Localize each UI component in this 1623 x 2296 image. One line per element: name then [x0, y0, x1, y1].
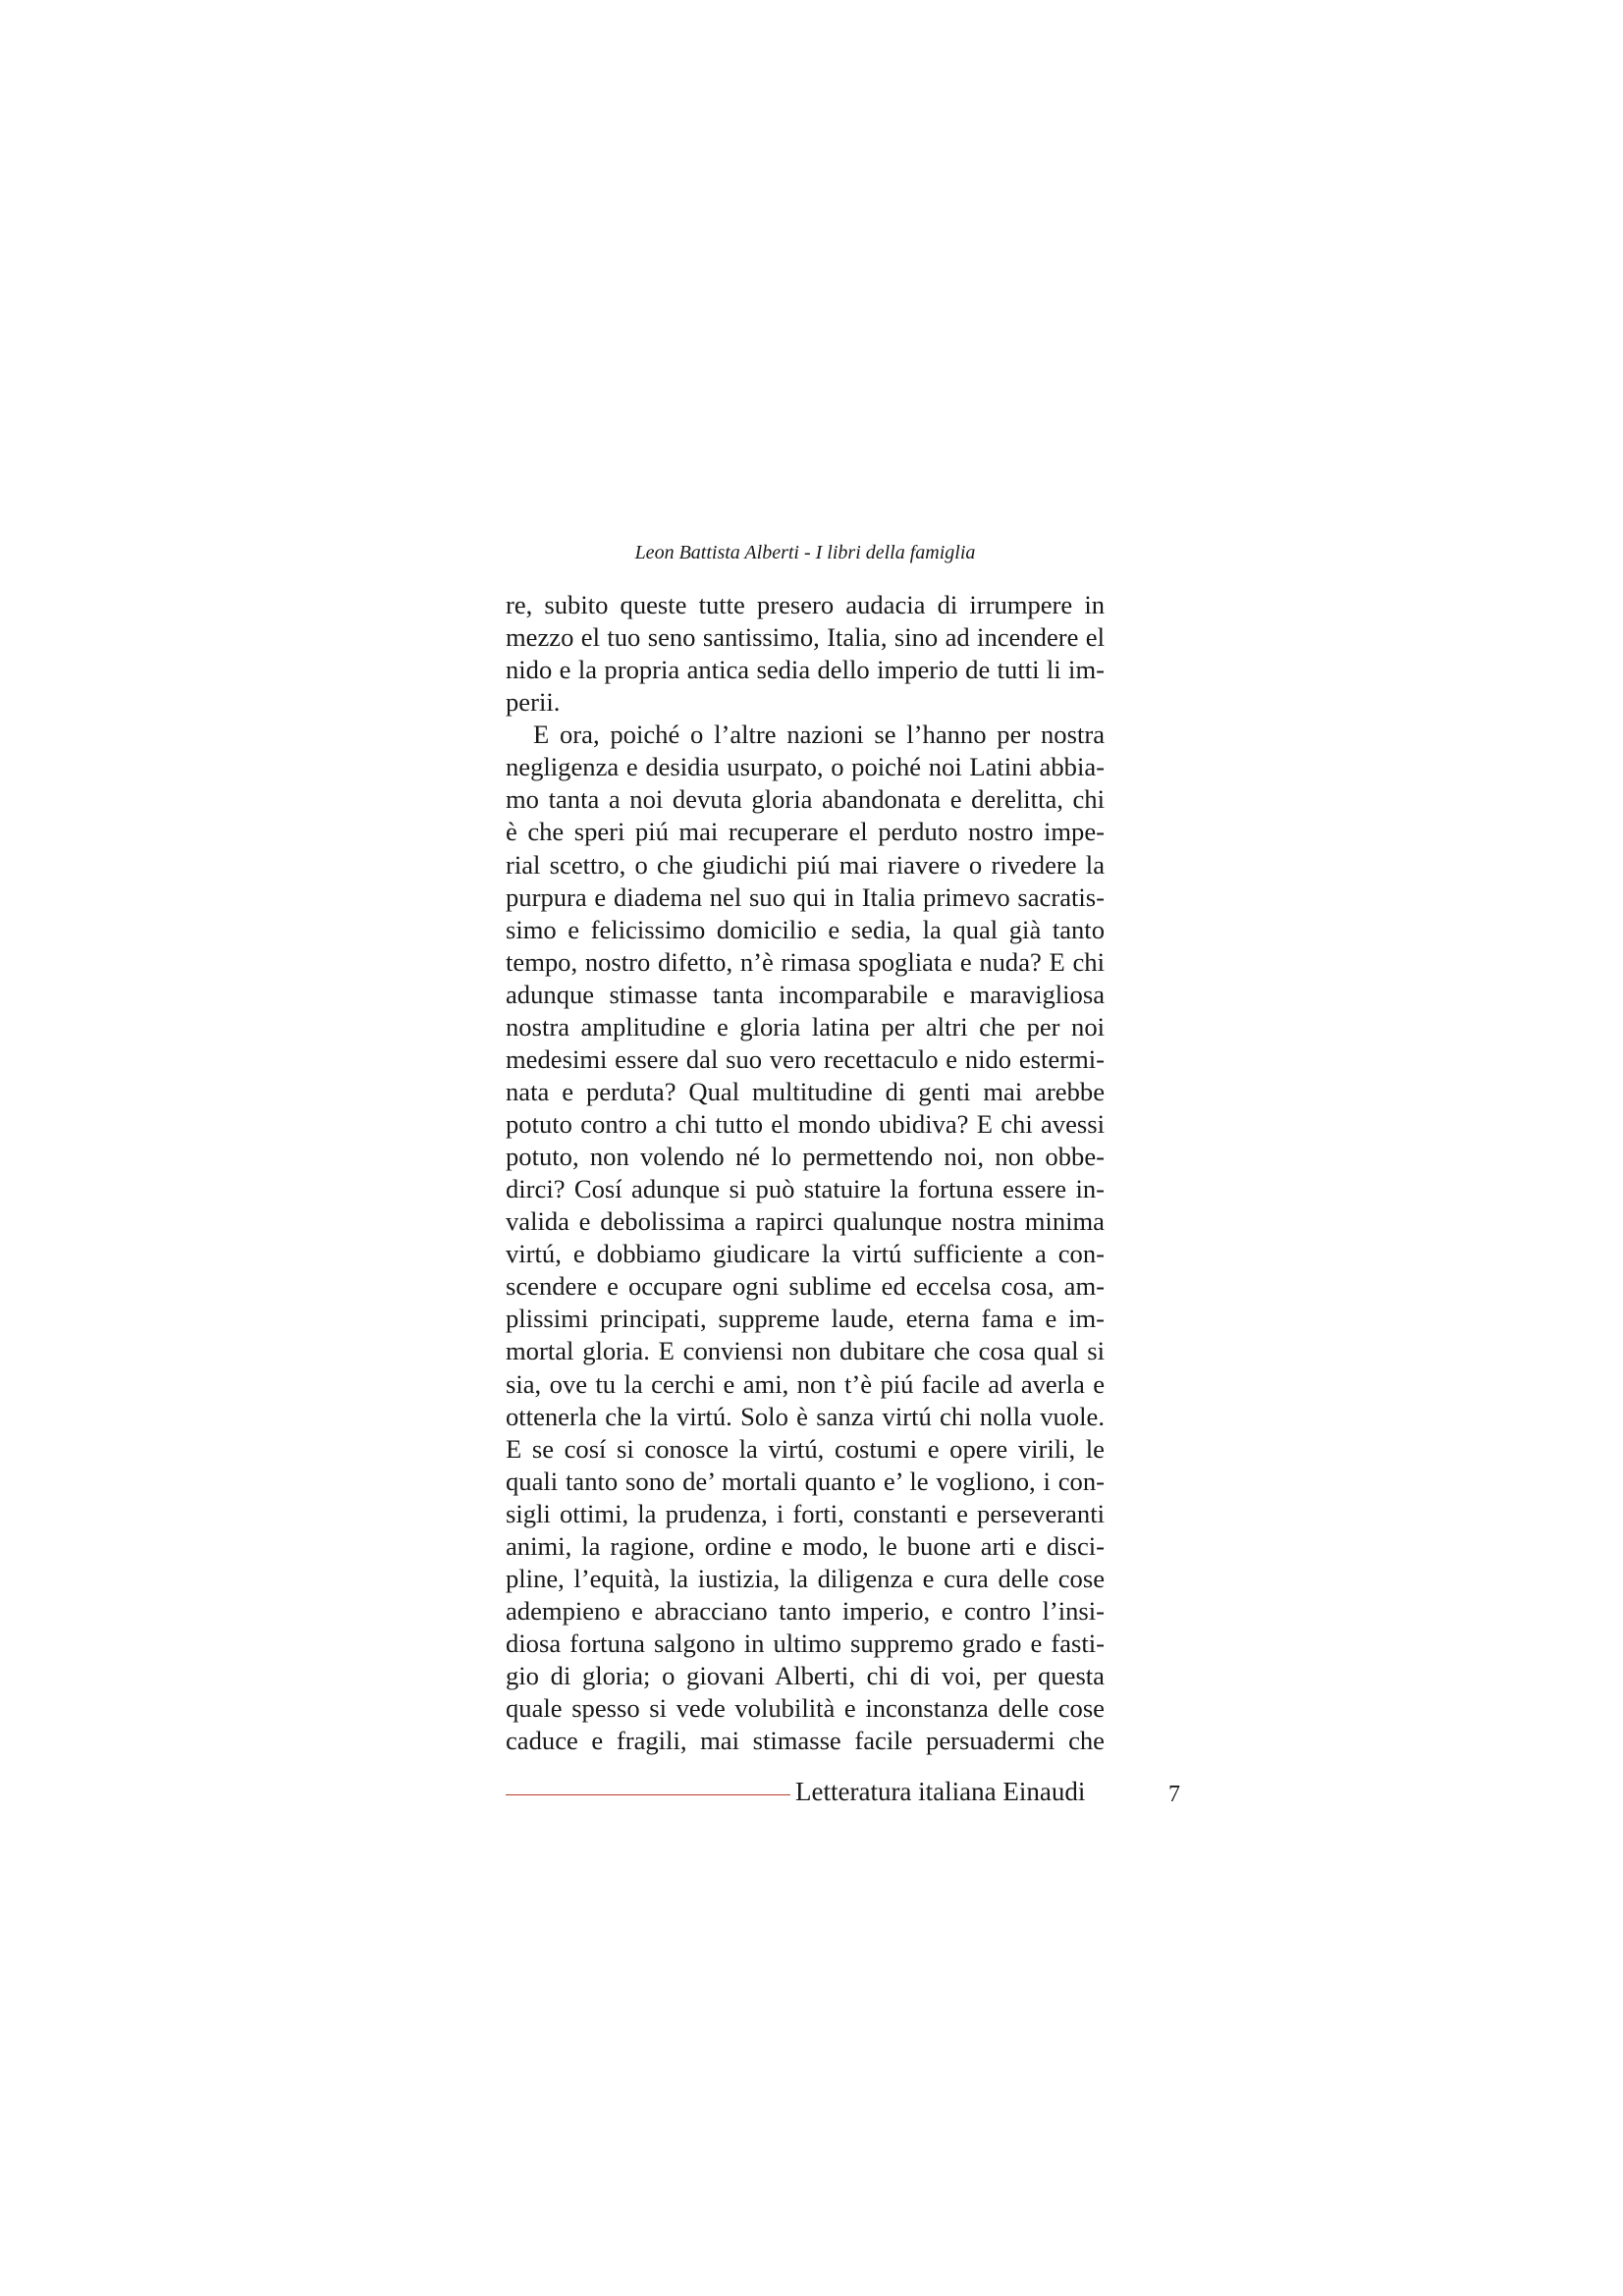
text-line: adunque stimasse tanta incomparabile e maravigliosa	[506, 979, 1105, 1009]
text-line: nido e la propria antica sedia dello imperio de tutti li im-	[506, 655, 1105, 685]
text-line: adempieno e abracciano tanto imperio, e contro l’insi-	[506, 1595, 1105, 1626]
text-line: re, subito queste tutte presero audacia di irrumpere in	[506, 590, 1105, 619]
text-line: negligenza e desidia usurpato, o poiché noi Latini abbia-	[506, 752, 1105, 782]
text-line: purpura e diadema nel suo qui in Italia primevo sacratis-	[506, 881, 1105, 912]
footer-publisher: Letteratura italiana Einaudi	[795, 1777, 1086, 1806]
page-number: 7	[1168, 1782, 1180, 1807]
text-line: rial scettro, o che giudichi piú mai riavere o rivedere la	[506, 849, 1105, 880]
text-line: tempo, nostro difetto, n’è rimasa spogliata e nuda? E chi	[506, 946, 1105, 977]
text-line: dirci? Cosí adunque si può statuire la fortuna essere in-	[506, 1174, 1105, 1204]
text-line: scendere e occupare ogni sublime ed eccelsa cosa, am-	[506, 1271, 1105, 1302]
text-line: caduce e fragili, mai stimasse facile persuadermi che	[506, 1726, 1105, 1756]
text-line: plissimi principati, suppreme laude, eterna fama e im-	[506, 1304, 1105, 1334]
text-line: diosa fortuna salgono in ultimo suppremo grado e fasti-	[506, 1629, 1105, 1658]
text-line: animi, la ragione, ordine e modo, le buone arti e disci-	[506, 1530, 1105, 1561]
text-line: virtú, e dobbiamo giudicare la virtú sufficiente a con-	[506, 1239, 1105, 1269]
text-line: nostra amplitudine e gloria latina per altri che per noi	[506, 1011, 1105, 1041]
text-line: gio di gloria; o giovani Alberti, chi di voi, per questa	[506, 1661, 1105, 1691]
text-line: mezzo el tuo seno santissimo, Italia, sino ad incendere el	[506, 622, 1105, 653]
running-header: Leon Battista Alberti - I libri della famiglia	[634, 542, 976, 563]
text-line: perii.	[506, 687, 561, 718]
body-text	[506, 589, 1105, 1757]
footer-rule	[506, 1794, 790, 1795]
text-line: quale spesso si vede volubilità e inconstanza delle cose	[506, 1693, 1105, 1724]
text-line: mortal gloria. E conviensi non dubitare che cosa qual si	[506, 1336, 1105, 1366]
text-line: sia, ove tu la cerchi e ami, non t’è piú facile ad averla e	[506, 1368, 1105, 1399]
text-line: simo e felicissimo domicilio e sedia, la qual già tanto	[506, 914, 1105, 944]
text-line: nata e perduta? Qual multitudine di genti mai arebbe	[506, 1076, 1105, 1106]
text-line: ottenerla che la virtú. Solo è sanza virtú chi nolla vuole.	[506, 1401, 1105, 1431]
paragraph-first-line: E ora, poiché o l’altre nazioni se l’hanno per nostra	[533, 720, 1105, 750]
text-line: potuto contro a chi tutto el mondo ubidiva? E chi avessi	[506, 1109, 1105, 1139]
text-line: valida e debolissima a rapirci qualunque nostra minima	[506, 1206, 1105, 1237]
text-line: potuto, non volendo né lo permettendo noi, non obbe-	[506, 1142, 1105, 1172]
text-line: pline, l’equità, la iustizia, la diligenza e cura delle cose	[506, 1563, 1105, 1593]
text-line: mo tanta a noi devuta gloria abandonata e derelitta, chi	[506, 784, 1105, 815]
text-line: sigli ottimi, la prudenza, i forti, constanti e perseveranti	[506, 1498, 1105, 1528]
text-line: medesimi essere dal suo vero recettaculo e nido estermi-	[506, 1043, 1105, 1074]
text-line: è che speri piú mai recuperare el perduto nostro impe-	[506, 817, 1105, 847]
text-line: quali tanto sono de’ mortali quanto e’ le vogliono, i con-	[506, 1466, 1105, 1496]
text-line: E se cosí si conosce la virtú, costumi e opere virili, le	[506, 1433, 1105, 1464]
